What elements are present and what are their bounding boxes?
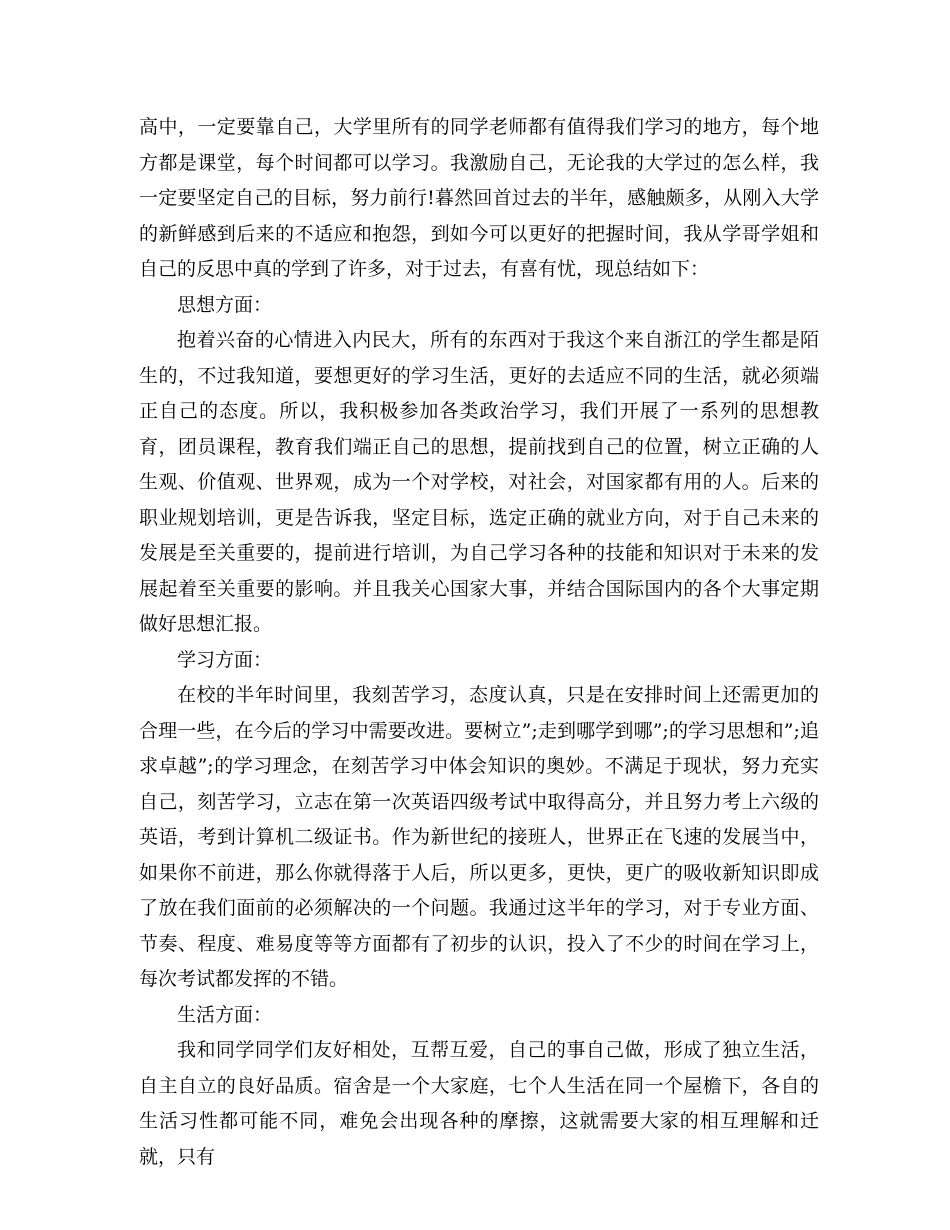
section-body-study: 在校的半年时间里，我刻苦学习，态度认真，只是在安排时间上还需更加的合理一些，在今后的学习中需要改进。要树立”;走到哪学到哪”;的学习思想和”;追求卓越”;的学习理念，在刻苦学习中体会知识的奥妙。不满足于现状，努力充实自己，刻苦学习，立志在第一次英语四级考试中取得高分，并且努力考上六级的英语，考到计算机二级证书。作为新世纪的接班人，世界正在飞速的发展当中，如果你不前进，那么你就得落于人后，所以更多，更快，更广的吸收新知识即成了放在我们面前的必须解决的一个问题。我通过这半年的学习，对于专业方面、节奏、程度、难易度等等方面都有了初步的认识，投入了不少的时间在学习上，每次考试都发挥的不错。 — [139, 684, 819, 990]
intro-paragraph: 高中，一定要靠自己，大学里所有的同学老师都有值得我们学习的地方，每个地方都是课堂，每个时间都可以学习。我激励自己，无论我的大学过的怎么样，我一定要坚定自己的目标，努力前行!暮然回首过去的半年，感触颇多，从刚入大学的新鲜感到后来的不适应和抱怨，到如今可以更好的把握时间，我从学哥学姐和自己的反思中真的学到了许多，对于过去，有喜有忧，现总结如下： — [139, 116, 819, 280]
section-heading-thought: 思想方面： — [177, 293, 273, 316]
section-body-life: 我和同学同学们友好相处，互帮互爱，自己的事自己做，形成了独立生活，自主自立的良好品质。宿舍是一个大家庭，七个人生活在同一个屋檐下，各自的生活习性都可能不同，难免会出现各种的摩擦，这就需要大家的相互理解和迁就，只有 — [139, 1039, 819, 1168]
section-heading-study: 学习方面： — [177, 648, 273, 671]
section-body-thought: 抱着兴奋的心情进入内民大，所有的东西对于我这个来自浙江的学生都是陌生的，不过我知道，要想更好的学习生活，更好的去适应不同的生活，就必须端正自己的态度。所以，我积极参加各类政治学习，我们开展了一系列的思想教育，团员课程，教育我们端正自己的思想，提前找到自己的位置，树立正确的人生观、价值观、世界观，成为一个对学校，对社会，对国家都有用的人。后来的职业规划培训，更是告诉我，坚定目标，选定正确的就业方向，对于自己未来的发展是至关重要的，提前进行培训，为自己学习各种的技能和知识对于未来的发展起着至关重要的影响。并且我关心国家大事，并结合国际国内的各个大事定期做好思想汇报。 — [139, 329, 819, 635]
section-heading-life: 生活方面： — [177, 1003, 273, 1026]
document-page — [139, 110, 819, 1175]
